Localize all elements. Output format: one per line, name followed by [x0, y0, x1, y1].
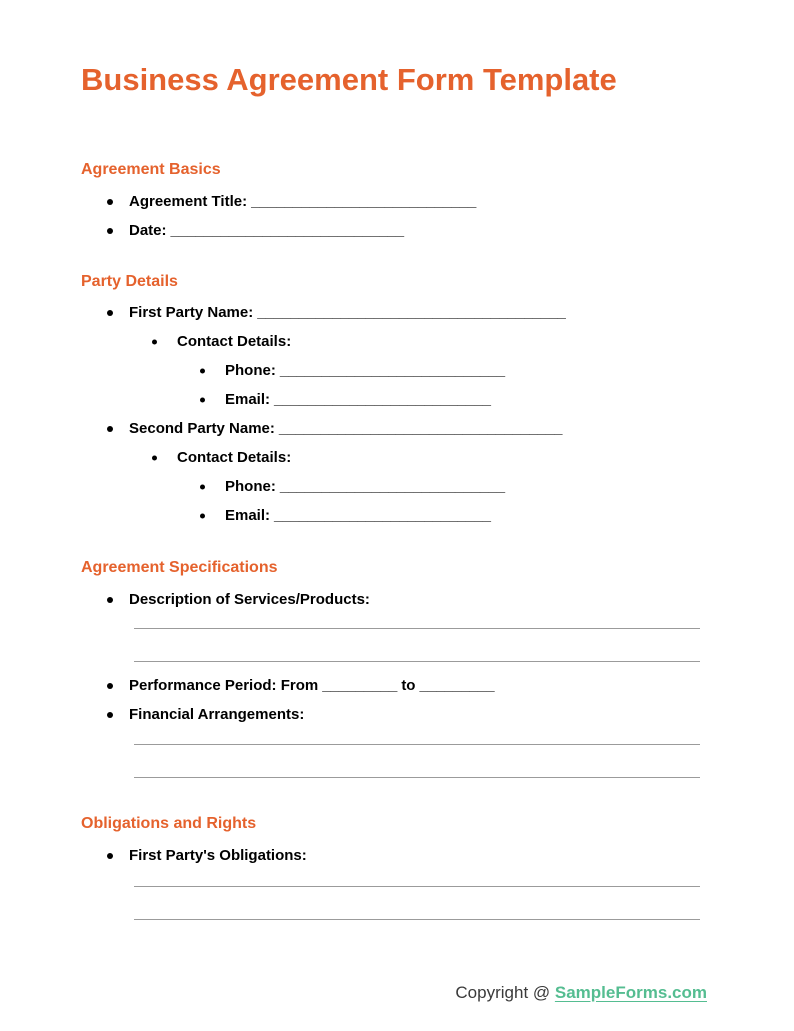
item-label: Date:: [129, 222, 167, 239]
blank-field: __________________________: [274, 391, 491, 408]
list-item-contact-details: [81, 443, 713, 472]
write-line: [134, 628, 700, 629]
item-label: Phone:: [225, 478, 276, 495]
blank-field: ___________________________: [279, 478, 506, 495]
item-label: First Party's Obligations:: [129, 847, 307, 864]
list-item-contact-details: [81, 327, 713, 356]
list-item-second-party-name: [81, 414, 713, 443]
section-heading-agreement-basics: Agreement Basics: [81, 161, 221, 178]
list-item-first-party-obligations: [81, 841, 713, 870]
bullet-icon: [200, 397, 205, 402]
item-label: Description of Services/Products:: [129, 591, 370, 608]
blank-field: ____________________________: [170, 222, 405, 239]
list-item-first-party-name: [81, 298, 713, 327]
write-line: [134, 777, 700, 778]
item-label: Contact Details:: [177, 449, 292, 466]
bullet-icon: [107, 310, 113, 316]
blank-field: ___________________________: [279, 362, 506, 379]
list-item-phone: [81, 356, 713, 385]
blank-field: __________________________________: [278, 420, 563, 437]
item-label: Phone:: [225, 362, 276, 379]
bullet-icon: [107, 426, 113, 432]
item-label: Second Party Name:: [129, 420, 275, 437]
list-item-email: [81, 385, 713, 414]
blank-field: _________: [419, 677, 495, 694]
list-item-agreement-title: [81, 187, 713, 216]
section-heading-agreement-specifications: Agreement Specifications: [81, 559, 278, 576]
blank-field: _________: [322, 677, 398, 694]
bullet-icon: [152, 339, 157, 344]
bullet-icon: [200, 513, 205, 518]
item-label: First Party Name:: [129, 304, 254, 321]
bullet-icon: [200, 484, 205, 489]
bullet-icon: [152, 455, 157, 460]
page-title: Business Agreement Form Template: [81, 62, 617, 97]
item-label: Financial Arrangements:: [129, 706, 305, 723]
section-heading-obligations-and-rights: Obligations and Rights: [81, 815, 257, 832]
write-line: [134, 919, 700, 920]
footer: [81, 983, 713, 1003]
blank-field: __________________________: [274, 507, 491, 524]
bullet-icon: [107, 228, 113, 234]
list-item-email: [81, 501, 713, 530]
list-item-date: [81, 216, 713, 245]
list-item-phone: [81, 472, 713, 501]
bullet-icon: [107, 597, 113, 603]
bullet-icon: [107, 853, 113, 859]
list-item-financial-arrangements: [81, 700, 713, 729]
section-heading-party-details: Party Details: [81, 273, 178, 290]
sampleforms-link[interactable]: SampleForms.com: [554, 983, 707, 1002]
bullet-icon: [200, 368, 205, 373]
item-label: Contact Details:: [177, 333, 292, 350]
item-label: Agreement Title:: [129, 193, 248, 210]
list-item-description-of-services: [81, 585, 713, 614]
item-label: to: [401, 677, 416, 694]
write-line: [134, 886, 700, 887]
list-item-performance-period: [81, 671, 713, 700]
bullet-icon: [107, 712, 113, 718]
item-label: Email:: [225, 391, 271, 408]
copyright-text: Copyright @: [455, 983, 551, 1002]
write-line: [134, 661, 700, 662]
item-label: Performance Period: From: [129, 677, 319, 694]
bullet-icon: [107, 683, 113, 689]
bullet-icon: [107, 199, 113, 205]
blank-field: ___________________________: [251, 193, 477, 210]
blank-field: _____________________________________: [257, 304, 566, 321]
item-label: Email:: [225, 507, 271, 524]
write-line: [134, 744, 700, 745]
